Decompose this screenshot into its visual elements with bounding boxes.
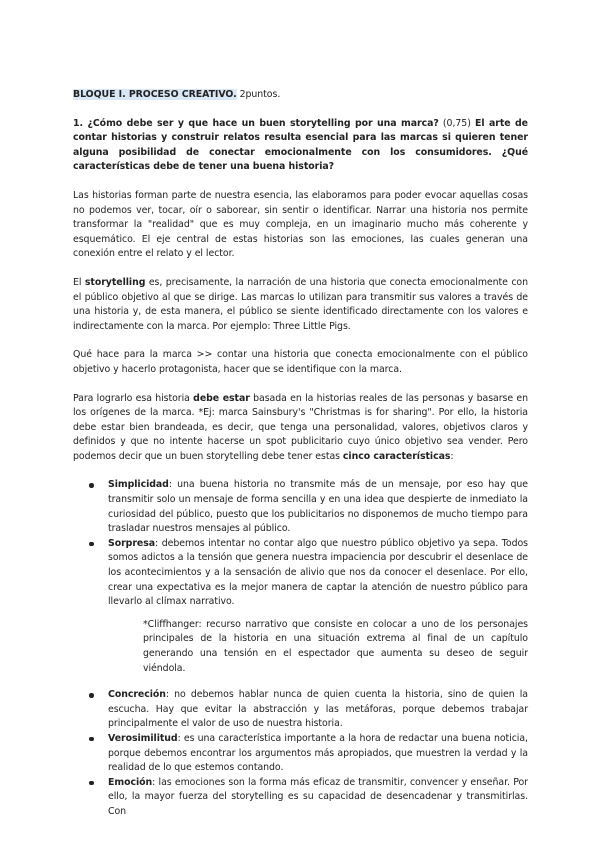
- list-item-term: Sorpresa: [108, 537, 156, 549]
- list-item-concrecion: [73, 688, 528, 732]
- storytelling-term: storytelling: [84, 276, 146, 288]
- question-score: (0,75): [438, 117, 475, 129]
- list-item-simplicidad: [73, 478, 528, 536]
- section-points: 2puntos.: [236, 89, 281, 100]
- paragraph-lograrlo-b: basada en la historias reales de las personas y basarse en los orígenes de la marca. *Ej: marca Sainsbury's "Christmas is for sharing". Por ello, la historia debe estar bien brandeada, es decir, que tenga una personalidad, valores, objetivos claros y definidos y que no intente hacerse un spot publicitario cuyo único objetivo sea vender. Pero podemos decir que un buen storytelling debe tener estas: [73, 392, 528, 462]
- list-item-text: : debemos intentar no contar algo que nuestro público objetivo ya sepa. Todos somos adictos a la tensión que genera nuestra impaciencia por descubrir el desenlace de los acontecimientos y a la sensación de alivio que nos da conocer el desenlace. Por ello, crear una expectativa es la mejor manera de captar la atención de nuestro público para llevarlo al clímax narrativo.: [108, 537, 528, 608]
- list-item-sorpresa: [73, 537, 528, 610]
- section-title: BLOQUE I. PROCESO CREATIVO.: [73, 89, 237, 100]
- question-number: 1.: [73, 117, 83, 129]
- debe-estar-term: debe estar: [193, 392, 250, 404]
- document-body: [73, 88, 528, 826]
- paragraph-lograrlo: [73, 392, 528, 465]
- list-item-text: : es una característica importante a la hora de redactar una buena noticia, porque debemos encontrar los argumentos más apropiados, que muestren la verdad y la realidad de lo que estemos contando.: [108, 732, 528, 774]
- list-item-text: : una buena historia no transmite más de un mensaje, por eso hay que transmitir solo un mensaje de forma sencilla y en una idea que despierte de inmediato la curiosidad del público, puesto que los publicitarios no disponemos de mucho tiempo para trasladar nuestros mensajes al público.: [108, 479, 528, 535]
- paragraph-storytelling-a: El: [73, 276, 85, 288]
- question-part1: ¿Cómo debe ser y que hace un buen storytelling por una marca?: [83, 117, 439, 129]
- paragraph-lograrlo-a: Para lograrlo esa historia: [73, 392, 194, 404]
- question-part2: El arte de contar historias y construir relatos resulta esencial para las marcas si quieren tener alguna posibilidad de conectar emocionalmente con los consumidores. ¿Qué características debe de tener una buena historia?: [73, 117, 528, 173]
- list-item-emocion: [73, 776, 528, 820]
- characteristics-list-1: [73, 478, 528, 609]
- characteristics-list-2: [73, 688, 528, 819]
- paragraph-storytelling-b: es, precisamente, la narración de una historia que conecta emocionalmente con el público objetivo al que se dirige. Las marcas lo utilizan para transmitir sus valores a través de una historia y, de esta manera, el público se siente identificado directamente con los valores e indirectamente con la marca. Por ejemplo: Three Little Pigs.: [73, 276, 528, 332]
- paragraph-storytelling: [73, 276, 528, 334]
- paragraph-lograrlo-c: :: [450, 450, 454, 462]
- cinco-caracteristicas-term: cinco características: [342, 450, 451, 462]
- list-item-term: Emoción: [108, 776, 153, 788]
- paragraph-que-hace: Qué hace para la marca >> contar una historia que conecta emocionalmente con el público objetivo y hacerlo protagonista, hacer que se identifique con la marca.: [73, 349, 528, 375]
- cliffhanger-note: *Cliffhanger: recurso narrativo que consiste en colocar a uno de los personajes principales de la historia en una situación extrema al final de un capítulo generando una tensión en el espectador que aumenta su deseo de seguir viéndola.: [143, 618, 528, 674]
- paragraph-historias: Las historias forman parte de nuestra esencia, las elaboramos para poder evocar aquellas cosas no podemos ver, tocar, oír o saborear, sin sentir o identificar. Narrar una historia nos permite transformar la "realidad" que es muy compleja, en un imaginario mucho más coherente y esquemático. El eje central de estas historias son las emociones, las cuales generan una conexión entre el relato y el lector.: [73, 189, 528, 260]
- list-item-term: Verosimilitud: [108, 732, 178, 744]
- list-item-term: Simplicidad: [108, 479, 169, 491]
- list-item-verosimilitud: [73, 732, 528, 776]
- list-item-text: : no debemos hablar nunca de quien cuenta la historia, sino de quien la escucha. Hay que evitar la abstracción y las metáforas, porque debemos trabajar principalmente el valor de uso de nuestra historia.: [108, 689, 528, 730]
- list-item-text: : las emociones son la forma más eficaz de transmitir, convencer y enseñar. Por ello, la mayor fuerza del storytelling es su capacidad de desencadenar y transmitirlas. Con: [108, 776, 528, 817]
- section-heading: [73, 88, 528, 103]
- question-paragraph: [73, 117, 528, 175]
- list-item-term: Concreción: [108, 689, 166, 701]
